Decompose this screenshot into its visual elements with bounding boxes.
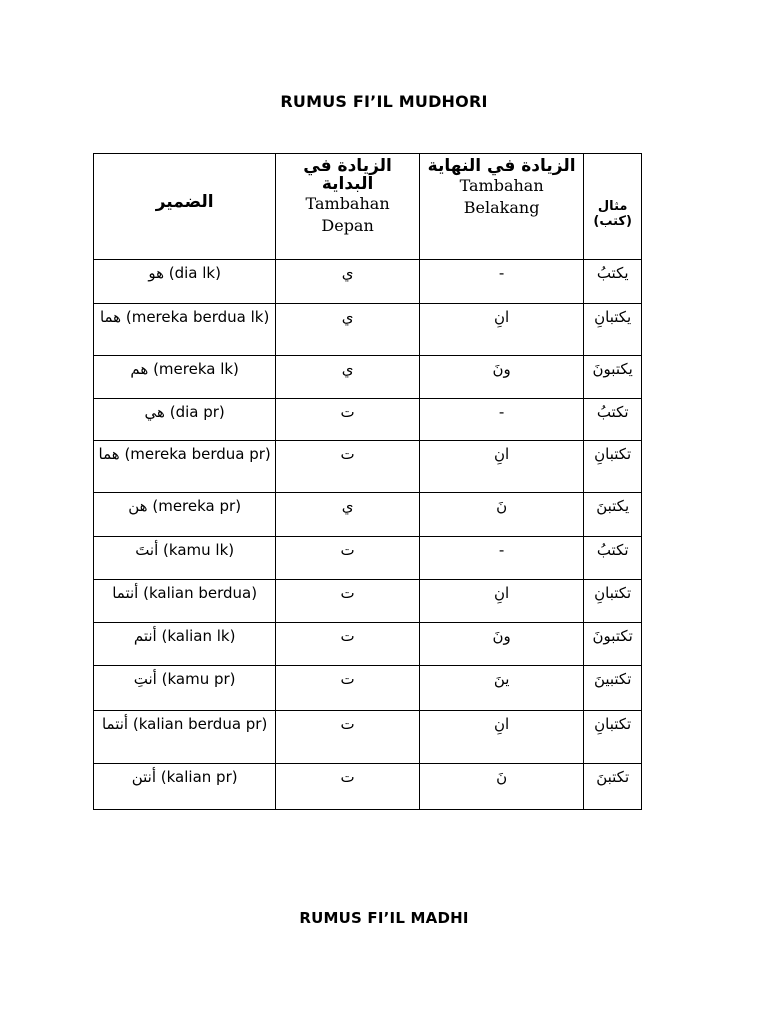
header-akhir-lat: Tambahan Belakang xyxy=(459,176,544,217)
cell-akhir: - xyxy=(419,537,584,580)
cell-mitsal: تكتبانِ xyxy=(584,441,642,493)
table-row xyxy=(94,764,642,810)
cell-mitsal: يكتبُ xyxy=(584,260,642,304)
cell-akhir: نَ xyxy=(419,493,584,537)
document-title: RUMUS FI’IL MUDHORI xyxy=(280,92,488,111)
cell-depan: ي xyxy=(276,260,420,304)
table-row xyxy=(94,441,642,493)
cell-akhir: انِ xyxy=(419,304,584,356)
cell-depan: ي xyxy=(276,304,420,356)
table-row xyxy=(94,493,642,537)
cell-mitsal: يكتبونَ xyxy=(584,356,642,399)
table-row xyxy=(94,399,642,441)
cell-dhamir: أنتم (kalian lk) xyxy=(94,623,276,666)
cell-depan: ت xyxy=(276,441,420,493)
cell-depan: ت xyxy=(276,580,420,623)
cell-mitsal: تكتبينَ xyxy=(584,666,642,711)
table-row xyxy=(94,304,642,356)
cell-akhir: انِ xyxy=(419,441,584,493)
table-row xyxy=(94,623,642,666)
table-row xyxy=(94,580,642,623)
header-akhir-ar: الزيادة في النهاية xyxy=(427,156,576,176)
header-dhamir-ar: الضمير xyxy=(155,191,214,212)
cell-dhamir: أنتَ (kamu lk) xyxy=(94,537,276,580)
cell-dhamir: هما (mereka berdua lk) xyxy=(94,304,276,356)
cell-mitsal: يكتبنَ xyxy=(584,493,642,537)
cell-dhamir: هم (mereka lk) xyxy=(94,356,276,399)
table-row xyxy=(94,356,642,399)
cell-mitsal: تكتبانِ xyxy=(584,580,642,623)
cell-dhamir: هن (mereka pr) xyxy=(94,493,276,537)
header-mitsal xyxy=(584,154,642,260)
cell-akhir: - xyxy=(419,260,584,304)
cell-depan: ي xyxy=(276,493,420,537)
cell-dhamir: هي (dia pr) xyxy=(94,399,276,441)
cell-akhir: ونَ xyxy=(419,623,584,666)
cell-akhir: ينَ xyxy=(419,666,584,711)
cell-mitsal: تكتبانِ xyxy=(584,711,642,764)
cell-depan: ت xyxy=(276,399,420,441)
cell-dhamir: أنتما (kalian berdua) xyxy=(94,580,276,623)
cell-depan: ت xyxy=(276,537,420,580)
header-dhamir xyxy=(94,154,276,260)
table-row xyxy=(94,711,642,764)
cell-mitsal: تكتبُ xyxy=(584,537,642,580)
cell-akhir: نَ xyxy=(419,764,584,810)
cell-akhir: - xyxy=(419,399,584,441)
cell-mitsal: تكتبونَ xyxy=(584,623,642,666)
header-tambahan-depan xyxy=(276,154,420,260)
cell-dhamir: أنتِ (kamu pr) xyxy=(94,666,276,711)
cell-akhir: انِ xyxy=(419,580,584,623)
cell-depan: ت xyxy=(276,623,420,666)
table-row xyxy=(94,537,642,580)
cell-dhamir: هما (mereka berdua pr) xyxy=(94,441,276,493)
cell-mitsal: تكتبنَ xyxy=(584,764,642,810)
cell-depan: ت xyxy=(276,711,420,764)
table-header-row xyxy=(94,154,642,260)
table-row xyxy=(94,260,642,304)
header-tambahan-belakang xyxy=(419,154,584,260)
rumus-table xyxy=(93,153,642,810)
cell-akhir: ونَ xyxy=(419,356,584,399)
table-row xyxy=(94,666,642,711)
cell-mitsal: تكتبُ xyxy=(584,399,642,441)
next-section-title: RUMUS FI’IL MADHI xyxy=(299,909,469,927)
cell-depan: ي xyxy=(276,356,420,399)
cell-akhir: انِ xyxy=(419,711,584,764)
header-depan-ar: الزيادة في البداية xyxy=(303,156,392,194)
header-depan-lat: Tambahan Depan xyxy=(305,194,390,235)
cell-dhamir: هو (dia lk) xyxy=(94,260,276,304)
cell-depan: ت xyxy=(276,764,420,810)
cell-depan: ت xyxy=(276,666,420,711)
cell-dhamir: أنتما (kalian berdua pr) xyxy=(94,711,276,764)
cell-dhamir: أنتن (kalian pr) xyxy=(94,764,276,810)
header-mitsal-ar: مثال (كتب) xyxy=(593,198,632,229)
cell-mitsal: يكتبانِ xyxy=(584,304,642,356)
